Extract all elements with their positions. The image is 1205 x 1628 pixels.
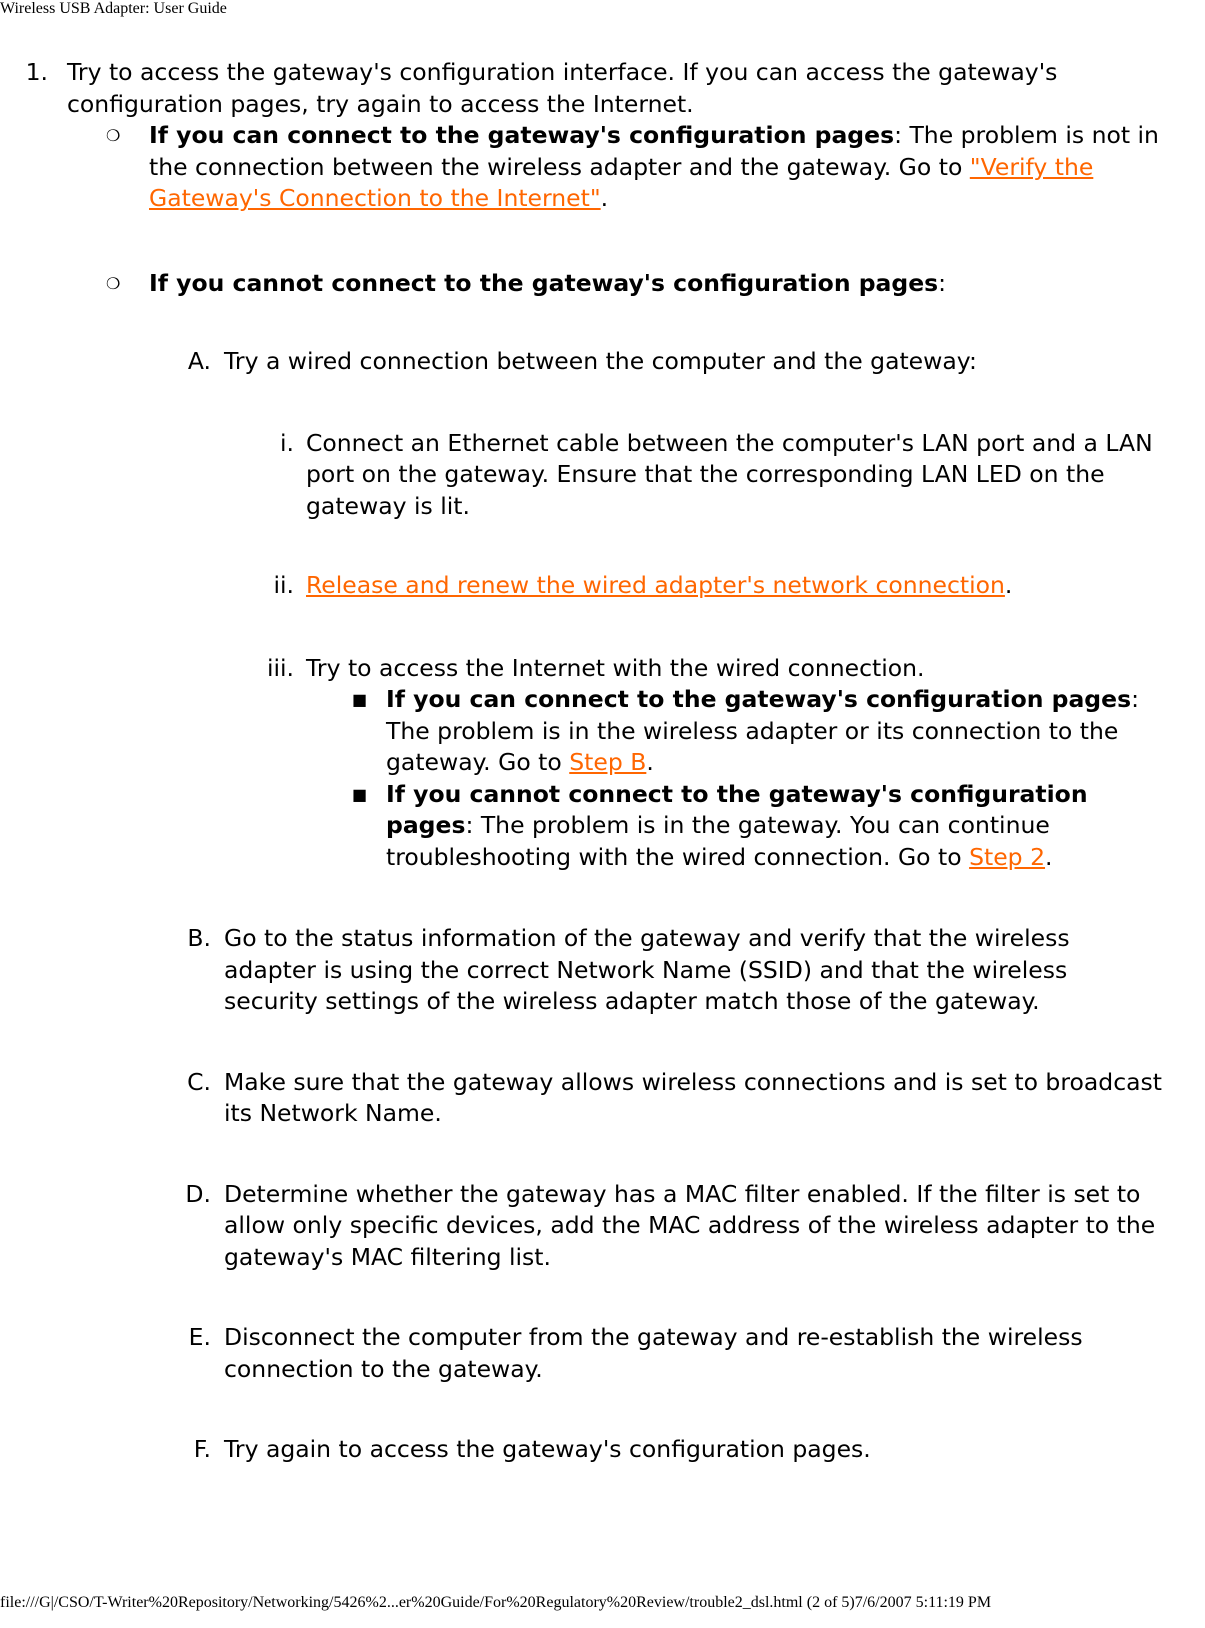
substep-ii-end: . [1004,571,1013,599]
square-can-connect-end: . [646,748,654,776]
bullet-can-connect [82,120,1162,215]
step-1 [0,57,1205,1466]
step-f-text: Try again to access the gateway's configuration pages. [224,1435,871,1463]
bullet-can-connect-text: : The problem is not in the connection between the wireless adapter and the gateway. Go to [149,121,1159,181]
square-bullet-icon: ■ [352,784,368,804]
substep-i-marker: i. [280,428,294,457]
spacer [306,522,1164,570]
roman-substeps [224,428,1164,874]
substep-iii-text: Try to access the Internet with the wired connection. [306,653,925,682]
step-b-link[interactable]: Step B [569,748,647,776]
lettered-steps [0,346,1205,1466]
hollow-bullet-icon: ❍ [106,273,121,293]
hollow-bullet-icon: ❍ [106,126,121,145]
substep-ii [273,570,1164,602]
square-can-connect-bold: If you can connect to the gateway's configuration pages [386,685,1132,713]
spacer [224,1130,1205,1179]
step-c-text: Make sure that the gateway allows wireless connections and is set to broadcast its Network Name. [224,1067,1162,1127]
bullet-cannot-connect-end: : [938,268,947,297]
step-d-marker: D. [185,1179,211,1208]
bullet-cannot-connect [82,268,1162,300]
spacer [224,873,1205,923]
square-cannot-connect-end: . [1045,842,1053,871]
step-2-link[interactable]: Step 2 [969,842,1046,871]
bullet-can-connect-end: . [600,184,609,212]
page-footer-path: file:///G|/CSO/T-Writer%20Repository/Networking/5426%2...er%20Guide/For%20Regulatory%20Review/trouble2_dsl.html (2 of 5)7/6/2007 5:11:19 PM [0,1594,992,1611]
substep-i-text: Connect an Ethernet cable between the computer's LAN port and a LAN port on the gateway. Ensure that the corresponding LAN LED on the gateway is lit. [306,428,1153,520]
substep-iii-bullets [306,684,1164,873]
step-e-text: Disconnect the computer from the gateway and re-establish the wireless connection to the gateway. [224,1323,1083,1383]
square-cannot-connect [352,779,1164,874]
spacer [67,299,1205,346]
page-header-title: Wireless USB Adapter: User Guide [0,0,227,17]
spacer [224,378,1164,428]
step-b-marker: B. [187,924,211,952]
step-c [187,1067,1164,1130]
step-f-marker: F. [193,1435,211,1463]
substep-ii-marker: ii. [273,571,294,599]
document-body [0,57,1205,1466]
main-step-list [0,57,1205,1466]
spacer [82,215,1205,268]
release-renew-link[interactable]: Release and renew the wired adapter's network connection [306,571,1005,599]
step-a-marker: A. [187,347,211,375]
step-a-text: Try a wired connection between the computer and the gateway: [224,347,977,375]
step-1-bullets [0,120,1205,299]
step-f [193,1434,1164,1466]
substep-iii-marker: iii. [266,653,294,682]
step-1-text: Try to access the gateway's configuration interface. If you can access the gateway's configuration pages, try again to access the Internet. [67,58,1058,118]
square-can-connect-text: : The problem is in the wireless adapter or its connection to the gateway. Go to [386,685,1139,776]
square-cannot-connect-text: : The problem is in the gateway. You can continue troubleshooting with the wired connection. Go to [386,811,1050,871]
square-cannot-connect-bold: If you cannot connect to the gateway's configuration pages [386,779,1088,839]
step-a [187,346,1164,873]
bullet-cannot-connect-bold: If you cannot connect to the gateway's configuration pages [149,268,939,297]
step-e [188,1322,1104,1385]
spacer [306,602,1164,653]
step-d-text: Determine whether the gateway has a MAC filter enabled. If the filter is set to allow only specific devices, add the MAC address of the wireless adapter to the gateway's MAC filtering list. [224,1179,1156,1271]
spacer [224,1385,1205,1434]
verify-gateway-connection-link[interactable]: "Verify the Gateway's Connection to the Internet" [149,152,1094,212]
spacer [224,1273,1205,1322]
substep-iii [266,653,1164,874]
square-can-connect [352,684,1164,779]
spacer [224,1018,1205,1067]
step-b [187,923,1134,1018]
step-1-number: 1. [25,58,48,86]
step-e-marker: E. [188,1323,211,1351]
square-bullet-icon: ■ [352,690,368,709]
step-d [185,1179,1169,1274]
bullet-can-connect-bold: If you can connect to the gateway's configuration pages [149,121,895,149]
substep-i [280,428,1164,523]
step-b-text: Go to the status information of the gateway and verify that the wireless adapter is using the correct Network Name (SSID) and that the wireless security settings of the wireless adapter match those of the gateway. [224,924,1070,1015]
step-c-marker: C. [187,1067,211,1096]
